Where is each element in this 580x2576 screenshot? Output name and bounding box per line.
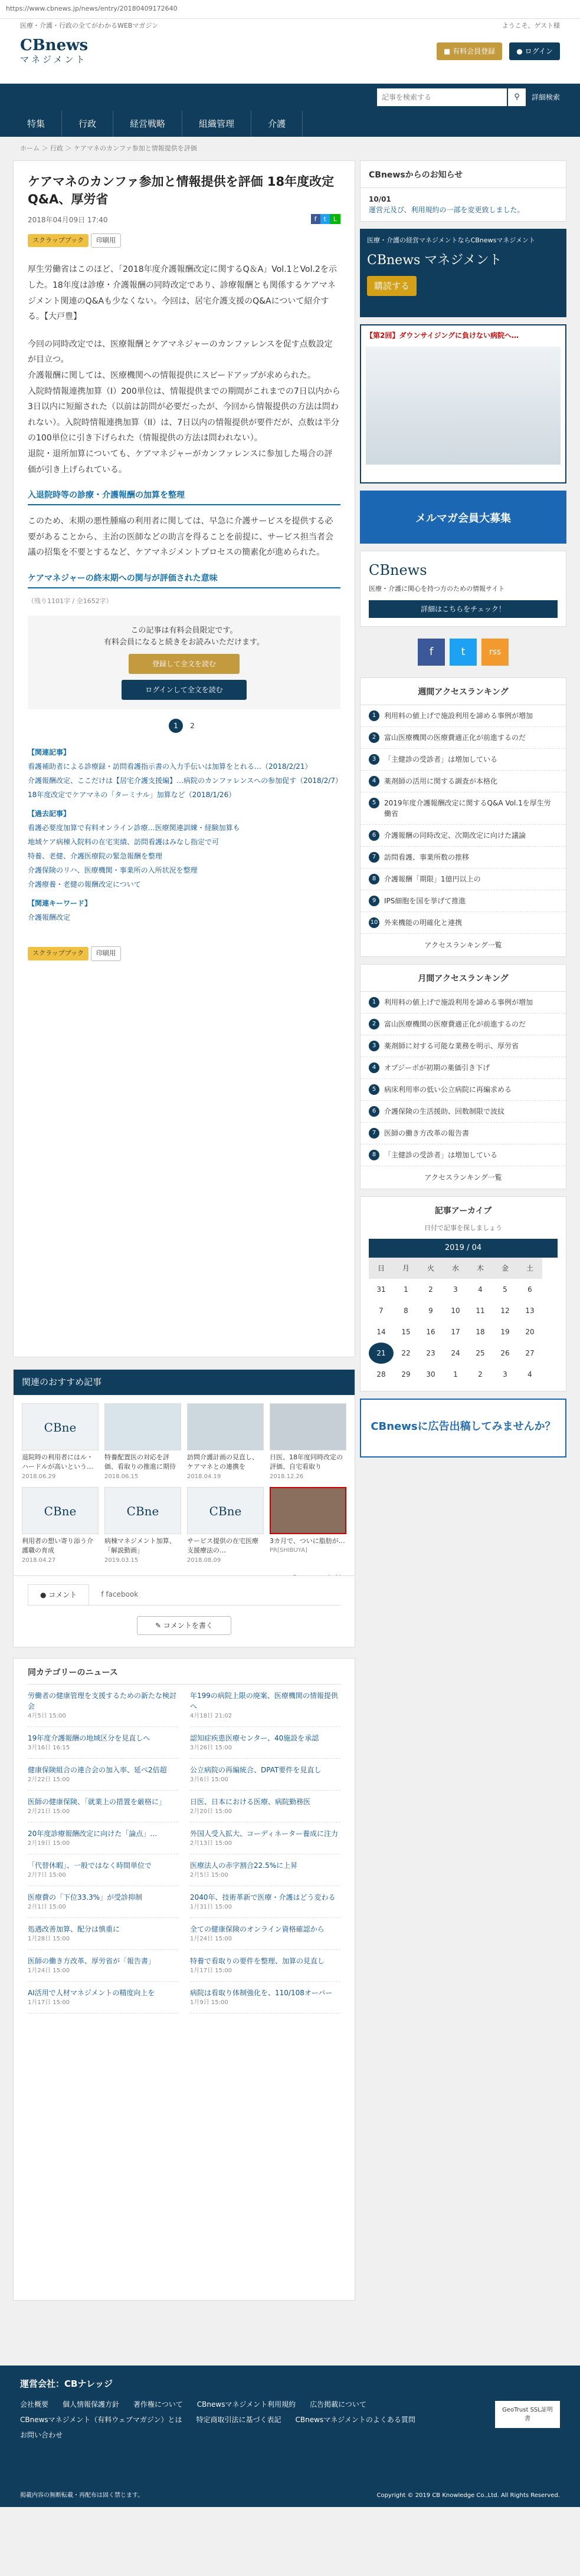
category-heading: 同カテゴリーのニュース [28, 1667, 340, 1685]
article-p6: このため、末期の悪性腫瘍の利用者に関しては、早急に介護サービスを提供する必要があることから、主治の医師などの助言を得ることを前提に、サービス担当者会議の招集を不要とするなど、ケアマネジメントプロセスの簡素化が進められた。 [28, 516, 333, 558]
ranking-item[interactable]: 1 利用料の値上げで施設利用を諦める事例が増加 [361, 705, 566, 727]
calendar-day[interactable]: 3 [503, 1370, 507, 1379]
news-item[interactable]: 労働者の健康管理を支援するための新たな検討会 4月5日 15:00 [28, 1685, 178, 1727]
search-icon[interactable]: ⚲ [508, 88, 526, 106]
recommend-panel [13, 1369, 355, 1587]
tagline: 医療・介護・行政の全てがわかるWEBマガジン [20, 22, 159, 29]
notice-panel [360, 160, 566, 222]
ranking-item[interactable]: 4 薬剤師の活用に関する調査が本格化 [361, 771, 566, 792]
article-p3: 介護報酬に関しては、医療機関への情報提供にスピードアップが求められた。 [28, 370, 316, 380]
calendar-day[interactable]: 18 [476, 1327, 485, 1336]
news-item[interactable]: 医師の健康保険、「就業上の措置を厳格に」 2月21日 15:00 [28, 1791, 178, 1822]
scrapbook-button[interactable]: スクラップブック [28, 234, 89, 248]
calendar-day[interactable]: 20 [525, 1327, 535, 1336]
scrapbook-button-bottom[interactable]: スクラップブック [28, 947, 89, 960]
past-item[interactable]: 地域ケア病棟入院料の在宅実績、訪問看護はみなし指定で可 [28, 838, 219, 847]
news-item[interactable]: 病院は看取り体制強化を、110/108オーバー 1月9日 15:00 [190, 1982, 340, 2014]
footer-link[interactable]: 特定商取引法に基づく表記 [196, 2415, 281, 2424]
share-icons[interactable]: f t L [311, 215, 340, 225]
calendar-day[interactable]: 7 [379, 1306, 384, 1315]
page-2[interactable]: 2 [190, 722, 195, 731]
footer-link[interactable]: CBnewsマネジメント利用規約 [196, 2400, 296, 2409]
nav-item-care[interactable]: 介護 [251, 111, 303, 137]
calendar-day[interactable]: 25 [476, 1348, 485, 1357]
ad-seminar[interactable]: 【第2回】ダウンサイジングに負けない病院へ… [360, 324, 566, 483]
news-item[interactable]: 年199の病院上限の廃案、医療機関の情報提供へ 4月18日 21:02 [190, 1685, 340, 1727]
monthly-ranking: 月間アクセスランキング 1 利用料の値上げで施設利用を諦める事例が増加 2 富山医療機関の医療費適正化が前進するのだ 3 薬剤師に対する可能な業務を明示、厚労省 4 オプジーボが初期の薬価引き下げ 5 病床利用率の低い公立病院に再編求める 6 介護保険の生活援助、回数制限で波紋 7 医師の働き方改革の報告書 8 「主健診の受診者」は増加している アクセスランキング一覧 [360, 964, 566, 1189]
past-item[interactable]: 介護療養・老健の報酬改定について [28, 880, 141, 889]
login-button[interactable]: ● ログイン [509, 42, 560, 60]
print-button-bottom[interactable]: 印刷用 [91, 946, 121, 961]
footer-link[interactable]: 広告掲載について [310, 2400, 366, 2409]
subheading-1: 入退院時等の診療・介護報酬の加算を整理 [28, 489, 340, 505]
ranking-item[interactable]: 5 2019年度介護報酬改定に関するQ&A Vol.1を厚生労働省 [361, 792, 566, 825]
calendar-day[interactable]: 26 [500, 1348, 510, 1357]
calendar-day[interactable]: 11 [476, 1306, 485, 1315]
past-item[interactable]: 介護保険のリハ、医療機関・事業所の入所状況を整理 [28, 866, 198, 875]
notice-link[interactable]: 運営元及び、利用規約の一部を変更致しました。 [369, 206, 525, 214]
nav-item-feature[interactable]: 特集 [11, 111, 62, 137]
calendar-day[interactable]: 16 [426, 1327, 435, 1336]
notice-heading: CBnewsからのお知らせ [361, 161, 566, 188]
related-articles: 【関連記事】 看護補助者による診療録・訪問看護指示書の入力手伝いは加算をとれる…（2018/2/21） 介護報酬改定、ここだけは【居宅介護支援編】…病院のカンファレンスへの参加促す（2018/2/7） 18年度改定でケアマネの「ターミナル」加算など（2018/1/26） 【過去記事】 看護必要度加算で有料オンライン診療…医療関連訓練・経験加算も 地域ケア病棟入院料の在宅実績、訪問看護はみなし指定で可 特養、老健、介護医療院の緊急報酬を整理 介護保険のリハ、医療機関・事業所の入所状況を整理 介護療養・老健の報酬改定について 【関連キーワード】 介護報酬改定 [28, 748, 342, 922]
content-wrap [0, 160, 580, 2366]
ad-management[interactable]: 医療・介護の経営マネジメントならCBnewsマネジメント CBnews マネジメント 購読する [360, 229, 566, 317]
footer-link[interactable]: CBnewsマネジメント（有料ウェブマガジン）とは [20, 2415, 182, 2424]
calendar-month: 2019 / 04 [369, 1239, 558, 1258]
calendar-day[interactable]: 24 [451, 1348, 460, 1357]
calendar-day[interactable]: 8 [404, 1306, 408, 1315]
news-item[interactable]: 特養で看取りの要件を整理、加算の見直し 1月17日 15:00 [190, 1950, 340, 1982]
ad-advertise[interactable]: CBnewsに広告出稿してみませんか？ [360, 1399, 566, 1458]
nav-item-admin[interactable]: 行政 [62, 111, 113, 137]
calendar-day[interactable]: 13 [525, 1306, 535, 1315]
article-date: 2018年04月09日 17:40 [28, 215, 108, 224]
welcome-text: ようこそ、ゲスト様 [502, 22, 560, 29]
site-logo[interactable]: CBnews マネジメント [20, 37, 89, 65]
sidebar [360, 160, 566, 1458]
article-p2: 今回の同時改定では、医療報酬とケアマネジャーのカンファレンスを促す点数設定が目立つ。 [28, 339, 333, 365]
keyword-link[interactable]: 介護報酬改定 [28, 913, 71, 922]
ranking-item[interactable]: 8 介護報酬「期限」1億円以上の [361, 868, 566, 890]
footer-links [20, 2399, 421, 2440]
article [13, 160, 355, 1357]
pencil-icon: ✎ [155, 1621, 163, 1630]
register-button[interactable]: 登録して全文を読む [129, 654, 240, 674]
chat-icon: ● [40, 1591, 49, 1599]
calendar-day[interactable]: 5 [503, 1285, 507, 1294]
news-item[interactable]: 健康保険組合の連合会の加入率、延べ2倍超 2月22日 15:00 [28, 1759, 178, 1791]
ranking-item[interactable]: 10 外来機能の明確化と連携 [361, 912, 566, 934]
news-item[interactable]: 全ての健康保険のオンライン資格確認から 1月24日 15:00 [190, 1918, 340, 1950]
trial-button[interactable]: ■ 有料会員登録 [437, 42, 502, 60]
calendar-day[interactable]: 12 [500, 1306, 510, 1315]
calendar-day[interactable]: 3 [453, 1285, 458, 1294]
detail-search-link[interactable]: 詳細検索 [531, 93, 560, 101]
copyright: Copyright © 2019 CB Knowledge Co.,Ltd. All Rights Reserved. [376, 2492, 560, 2499]
cbnews-logo: CBnews [369, 562, 427, 578]
past-item[interactable]: 看護必要度加算で有料オンライン診療…医療関連訓練・経験加算も [28, 824, 240, 833]
subheading-2: ケアマネジャーの終末期への関与が評価された意味 [28, 573, 340, 588]
ranking-item[interactable]: 2 富山医療機関の医療費適正化が前進するのだ [361, 1014, 566, 1035]
calendar-day[interactable]: 14 [376, 1327, 386, 1336]
facebook-tab[interactable]: f facebook [101, 1590, 139, 1598]
news-item[interactable]: 20年度診療報酬改定に向けた「論点」… 2月19日 15:00 [28, 1822, 178, 1854]
calendar-day[interactable]: 31 [376, 1285, 386, 1294]
calendar-day[interactable]: 17 [451, 1327, 460, 1336]
lock-icon: ● [516, 47, 523, 55]
calendar-day[interactable]: 4 [478, 1285, 483, 1294]
news-item[interactable]: 2040年、技術革新で医療・介護はどう変わる 1月31日 15:00 [190, 1886, 340, 1918]
recommend-card[interactable]: CBne 病棟マネジメント加算、「解説動画」 2019.03.15 [104, 1487, 181, 1565]
footer-link[interactable]: 会社概要 [20, 2400, 49, 2409]
footer-link[interactable]: CBnewsマネジメントのよくある質問 [295, 2415, 415, 2424]
calendar-day[interactable]: 9 [428, 1306, 433, 1315]
ad-mailmag[interactable]: メルマガ会員大募集 [360, 491, 566, 544]
related-item[interactable]: 介護報酬改定、ここだけは【居宅介護支援編】…病院のカンファレンスへの参加促す（2018/2/7） [28, 777, 342, 785]
login-read-button[interactable]: ログインして全文を読む [122, 680, 246, 700]
article-p1: 厚生労働省はこのほど、「2018年度介護報酬改定に関するQ＆A」Vol.1とVol.2を示した。18年度は診療・介護報酬の同時改定であり、診療報酬とも関係するケアマネジメント関連のQ&Aも少なくない。今回は、居宅介護支援のQ&Aについて紹介する。【大戸豊】 [28, 265, 337, 322]
ranking-item[interactable]: 6 介護報酬の同時改定、次期改定に向けた議論 [361, 825, 566, 847]
footer-link[interactable]: お問い合わせ [20, 2430, 63, 2439]
ranking-item[interactable]: 5 病床利用率の低い公立病院に再編求める [361, 1079, 566, 1101]
category-column-right [190, 1685, 340, 2014]
past-item[interactable]: 特養、老健、介護医療院の緊急報酬を整理 [28, 852, 163, 861]
search-input[interactable] [377, 88, 507, 106]
article-p5: 退院・退所加算についても、ケアマネジャーがカンファレンスに参加した場合の評価が引き上げられている。 [28, 449, 333, 475]
nav-item-org[interactable]: 組織管理 [182, 111, 251, 137]
article-p4: 入院時情報連携加算（I）200単位は、情報提供までの期間がこれまでの7日以内から3日以内に短縮された（以前は訪問が必要だったが、今回から情報提供の方法は問われない）。入院時情報連携加算（II）は、7日以内の情報提供が要件だが、点数は半分の100単位に引き下げられた（情報提供の方法は問われない）。 [28, 386, 340, 443]
weekly-more-link[interactable]: アクセスランキング一覧 [424, 940, 502, 949]
nav-item-strategy[interactable]: 経営戦略 [113, 111, 182, 137]
pagination [28, 719, 340, 733]
article-title: ケアマネのカンファ参加と情報提供を評価 18年度改定Q&A、厚労省 [28, 175, 335, 207]
footer-link[interactable]: 著作権について [133, 2400, 183, 2409]
footer-note: 掲載内容の無断転載・再配布は固く禁じます。 [20, 2492, 144, 2499]
facebook-icon: f [101, 1590, 106, 1598]
calendar: 日 月 火 水 木 金 土 31 1 2 3 4 5 6 7 8 9 10 11 12 13 14 15 16 17 18 19 20 21 22 23 24 25 26 27 28 29 30 1 2 3 4 [369, 1258, 542, 1385]
ranking-item[interactable]: 9 IPS細胞を国を挙げて推進 [361, 890, 566, 912]
calendar-day[interactable]: 22 [401, 1348, 411, 1357]
rss-icon[interactable]: rss [481, 639, 509, 666]
user-icon: ■ [443, 47, 451, 55]
ssl-badge[interactable]: GeoTrust SSL証明書 [495, 2401, 560, 2428]
twitter-icon[interactable]: t [450, 639, 477, 666]
recommend-grid [14, 1395, 355, 1573]
news-item[interactable]: 医療費の「下位33.3%」が受診抑制 2月1日 15:00 [28, 1886, 178, 1918]
comment-tab[interactable]: ● コメント [28, 1584, 89, 1605]
calendar-day[interactable]: 15 [401, 1327, 411, 1336]
recommend-card[interactable]: 特養配置医の対応を評価、看取りの推進に期待 2018.06.15 [104, 1403, 181, 1481]
write-comment-button[interactable]: ✎ コメントを書く [137, 1616, 231, 1635]
recommend-card[interactable]: CBne サービス提供の在宅医療支援療法の… 2018.08.09 [187, 1487, 264, 1565]
news-item[interactable]: 認知症疾患医療センター、40施設を承認 3月26日 15:00 [190, 1727, 340, 1759]
ranking-item[interactable]: 3 「主健診の受診者」は増加している [361, 749, 566, 771]
news-item[interactable]: AI活用で人材マネジメントの精度向上を 1月17日 15:00 [28, 1982, 178, 2014]
main-nav [0, 84, 580, 137]
notice-date: 10/01 [369, 195, 391, 203]
news-item[interactable]: 公立病院の再編統合、DPAT要件を見直し 3月6日 15:00 [190, 1759, 340, 1791]
news-item[interactable]: 19年度介護報酬の地域区分を見直しへ 3月16日 16:15 [28, 1727, 178, 1759]
paywall: この記事は有料会員限定です。 有料会員になると続きをお読みいただけます。 登録して全文を読む ログインして全文を読む [28, 616, 340, 709]
monthly-more-link[interactable]: アクセスランキング一覧 [424, 1173, 502, 1182]
remaining-count: （残り1101字 / 全1652字） [28, 597, 113, 605]
footer [0, 2366, 580, 2507]
ad-cbnews[interactable]: CBnews 医療・介護に関心を持つ方のための情報サイト 詳細はこちらをチェック！ [360, 551, 566, 627]
header [0, 19, 580, 84]
ranking-item[interactable]: 7 医師の働き方改革の報告書 [361, 1123, 566, 1144]
archive-panel: 記事アーカイブ 日付で記事を探しましょう 2019 / 04 日 月 火 水 木 金 土 31 1 2 3 4 5 6 7 8 9 10 11 12 13 14 15 16 17 18 19 20 21 22 23 24 25 26 27 28 29 30 1 2 3 4 [360, 1196, 566, 1391]
category-news-panel [13, 1658, 355, 2301]
recommend-heading: 関連のおすすめ記事 [14, 1370, 355, 1395]
calendar-day[interactable]: 1 [453, 1370, 458, 1379]
news-item[interactable]: 外国人受入拡大、コーディネーター養成に注力 2月13日 15:00 [190, 1822, 340, 1854]
news-item[interactable]: 医療法人の赤字割合22.5%に上昇 2月5日 15:00 [190, 1854, 340, 1886]
news-item[interactable]: 「代替休暇」、一般ではなく時間単位で 2月7日 15:00 [28, 1854, 178, 1886]
recommend-card[interactable]: CBne 利用者の想い寄り添う介護職の育成 2018.04.27 [22, 1487, 99, 1565]
footer-link[interactable]: 個人情報保護方針 [63, 2400, 120, 2409]
calendar-day[interactable]: 29 [401, 1370, 411, 1379]
ranking-item[interactable]: 3 薬剤師に対する可能な業務を明示、厚労省 [361, 1035, 566, 1057]
print-button[interactable]: 印刷用 [91, 233, 121, 248]
news-item[interactable]: 処遇改善加算、配分は慎重に 1月28日 15:00 [28, 1918, 178, 1950]
calendar-day-today[interactable]: 21 [369, 1343, 394, 1364]
category-column-left [28, 1685, 178, 2014]
calendar-day[interactable]: 4 [527, 1370, 532, 1379]
recommend-card[interactable]: 日医、18年度同時改定の評価、自宅看取り 2018.12.26 [270, 1403, 346, 1481]
calendar-day[interactable]: 2 [428, 1285, 433, 1294]
related-item[interactable]: 18年度改定でケアマネの「ターミナル」加算など（2018/1/26） [28, 791, 236, 800]
social-buttons [360, 639, 566, 666]
calendar-day[interactable]: 2 [478, 1370, 483, 1379]
footer-company: 運営会社：CBナレッジ [20, 2378, 113, 2389]
recommend-card[interactable]: 訪問介護計画の見直し、ケアマネとの連携を 2018.04.19 [187, 1403, 264, 1481]
calendar-day[interactable]: 10 [451, 1306, 460, 1315]
news-item[interactable]: 日医、日本における医療、病院勤務医 2月20日 15:00 [190, 1791, 340, 1822]
news-item[interactable]: 医師の働き方改革、厚労省が「報告書」 1月24日 15:00 [28, 1950, 178, 1982]
url-text: https://www.cbnews.jp/news/entry/20180409172640 [6, 5, 178, 12]
calendar-day[interactable]: 28 [376, 1370, 386, 1379]
recommend-card[interactable]: CBne 退院時の利用者にはル・ハードルが高いという… 2018.06.29 [22, 1403, 99, 1481]
top-bar [0, 0, 580, 19]
related-item[interactable]: 看護補助者による診療録・訪問看護指示書の入力手伝いは加算をとれる…（2018/2/21） [28, 762, 312, 771]
calendar-day[interactable]: 1 [404, 1285, 408, 1294]
calendar-day[interactable]: 27 [525, 1348, 535, 1357]
ranking-item[interactable]: 8 「主健診の受診者」は増加している [361, 1144, 566, 1166]
calendar-day[interactable]: 23 [426, 1348, 435, 1357]
calendar-day[interactable]: 19 [500, 1327, 510, 1336]
comments-panel [13, 1575, 355, 1647]
ranking-item[interactable]: 1 利用料の値上げで施設利用を諦める事例が増加 [361, 992, 566, 1014]
ranking-item[interactable]: 2 富山医療機関の医療費適正化が前進するのだ [361, 727, 566, 749]
calendar-day[interactable]: 30 [426, 1370, 435, 1379]
facebook-icon[interactable]: f [418, 639, 445, 666]
page-1[interactable]: 1 [169, 719, 183, 733]
weekly-ranking: 週間アクセスランキング 1 利用料の値上げで施設利用を諦める事例が増加 2 富山医療機関の医療費適正化が前進するのだ 3 「主健診の受診者」は増加している 4 薬剤師の活用に関する調査が本格化 5 2019年度介護報酬改定に関するQ&A Vol.1を厚生労働省 6 介護報酬の同時改定、次期改定に向けた議論 7 訪問看護、事業所数の推移 8 介護報酬「期限」1億円以上の 9 IPS細胞を国を挙げて推進 10 外来機能の明確化と連携 アクセスランキング一覧 [360, 677, 566, 957]
recommend-card[interactable]: 3カ月で、ついに脂肪が… PR[SHIBUYA] [270, 1487, 346, 1565]
ranking-item[interactable]: 4 オプジーボが初期の薬価引き下げ [361, 1057, 566, 1079]
calendar-day[interactable]: 6 [527, 1285, 532, 1294]
ranking-item[interactable]: 7 訪問看護、事業所数の推移 [361, 847, 566, 868]
breadcrumb[interactable]: ホーム ＞ 行政 ＞ ケアマネのカンファ参加と情報提供を評価 [0, 137, 580, 160]
ranking-item[interactable]: 6 介護保険の生活援助、回数制限で波紋 [361, 1101, 566, 1123]
